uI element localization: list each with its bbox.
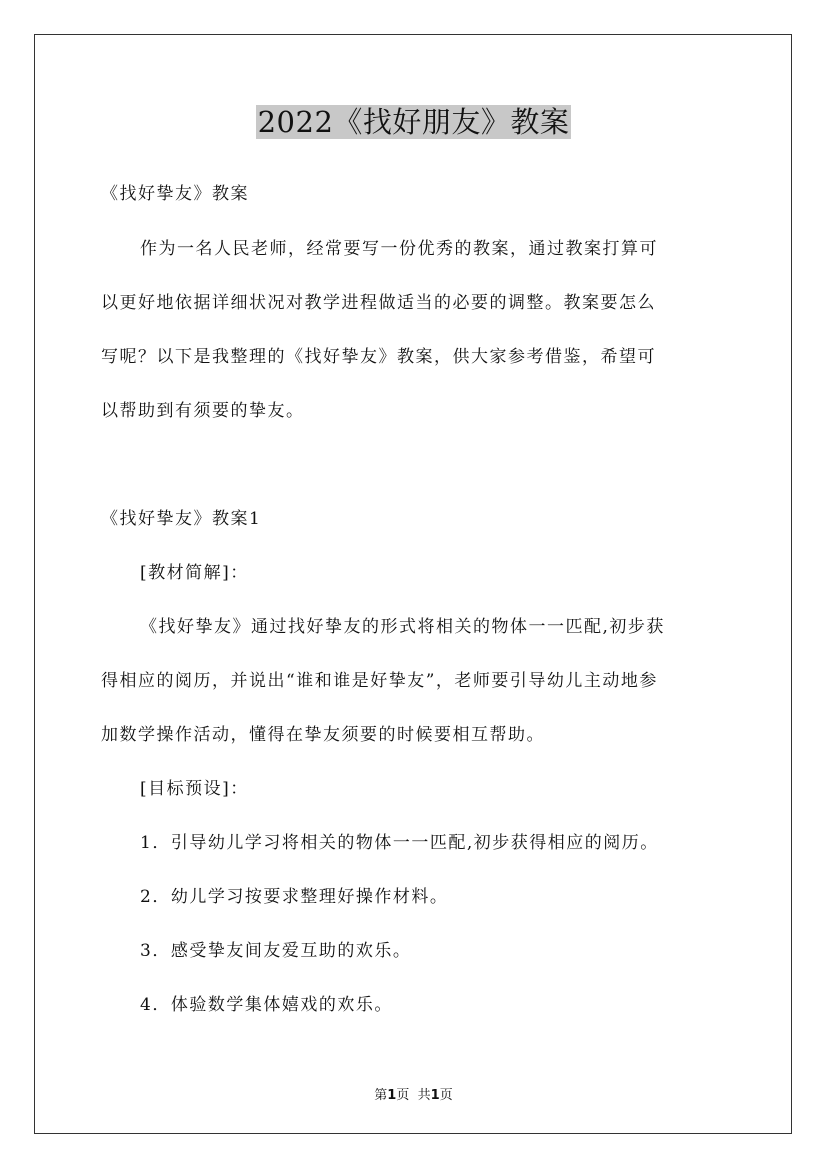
paragraph-line: 以帮助到有须要的挚友。 [101,401,305,421]
paragraph-line: 加数学操作活动，懂得在挚友须要的时候要相互帮助。 [101,725,545,745]
list-item: 3．感受挚友间友爱互助的欢乐。 [140,941,412,961]
page-footer [0,1084,827,1103]
document-title [0,102,827,142]
section-heading: 《找好挚友》教案1 [101,509,262,529]
title-text: 2022《找好朋友》教案 [257,105,570,139]
paragraph-line: [教材简解]： [140,563,249,583]
footer-total-number: 1 [430,1088,440,1103]
list-item: 4．体验数学集体嬉戏的欢乐。 [140,995,393,1015]
paragraph-line: 作为一名人民老师，经常要写一份优秀的教案，通过教案打算可 [140,239,658,259]
paragraph-line: 《找好挚友》通过找好挚友的形式将相关的物体一一匹配,初步获 [140,617,665,637]
paragraph-line: 得相应的阅历，并说出“谁和谁是好挚友”，老师要引导幼儿主动地参 [101,671,658,691]
paragraph-line: [目标预设]： [140,779,249,799]
footer-total-prefix: 共 [417,1088,431,1103]
footer-total-suffix: 页 [439,1088,453,1103]
list-item: 2．幼儿学习按要求整理好操作材料。 [140,887,449,907]
footer-page-prefix: 第 [374,1088,388,1103]
footer-page-number: 1 [387,1088,397,1103]
subtitle-line: 《找好挚友》教案 [101,184,249,204]
footer-page-suffix: 页 [396,1088,410,1103]
paragraph-line: 以更好地依据详细状况对教学进程做适当的必要的调整。教案要怎么 [101,293,656,313]
list-item: 1．引导幼儿学习将相关的物体一一匹配,初步获得相应的阅历。 [140,833,659,853]
paragraph-line: 写呢？以下是我整理的《找好挚友》教案，供大家参考借鉴，希望可 [101,347,656,367]
